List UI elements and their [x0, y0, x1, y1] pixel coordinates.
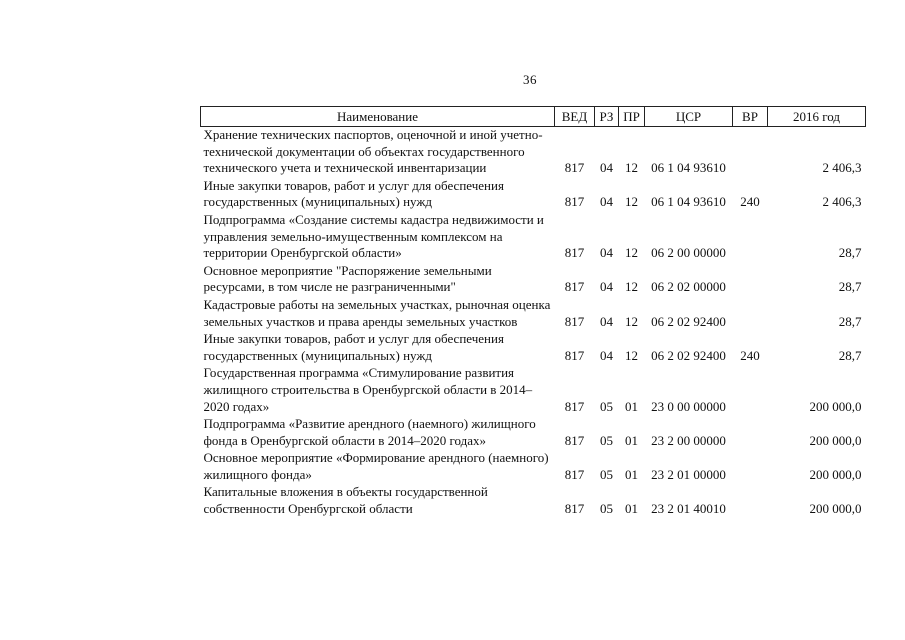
cell-rz: 04 — [600, 245, 613, 261]
row-name — [201, 212, 555, 263]
row-name-line: фонда в Оренбургской области в 2014–2020 годах» — [203, 432, 486, 448]
row-name-line: технического учета и технической инвентаризации — [203, 160, 487, 176]
row-name — [201, 263, 555, 297]
row-name-line: Основное мероприятие «Формирование арендного (наемного) — [203, 450, 549, 466]
cell-pr: 01 — [625, 466, 638, 482]
cell-rz: 05 — [600, 466, 613, 482]
cell-ved: 817 — [564, 501, 585, 517]
cell-rz: 04 — [600, 313, 613, 329]
cell-ved: 817 — [564, 398, 585, 414]
row-name-line: Государственная программа «Стимулирование развития — [203, 365, 515, 381]
cell-amount: 28,7 — [838, 279, 862, 295]
row-name — [201, 450, 555, 484]
row-name-line: ресурсами, в том числе не разграниченными" — [203, 279, 456, 295]
row-name-line: жилищного фонда» — [203, 466, 312, 482]
cell-vr — [733, 484, 768, 518]
cell-pr: 12 — [625, 279, 638, 295]
cell-rz: 04 — [600, 194, 613, 210]
cell-ved: 817 — [564, 313, 585, 329]
cell-rz: 04 — [600, 160, 613, 176]
cell-csr: 06 2 02 00000 — [651, 279, 726, 295]
row-name-line: Хранение технических паспортов, оценочной и иной учетно- — [203, 127, 543, 142]
cell-vr: 240 — [740, 347, 760, 363]
cell-vr — [733, 212, 768, 263]
row-name — [201, 331, 555, 365]
cell-pr: 01 — [625, 398, 638, 414]
budget-table — [200, 106, 866, 519]
row-name — [201, 297, 555, 331]
cell-csr: 06 2 00 00000 — [651, 245, 726, 261]
table-row — [201, 365, 866, 416]
cell-csr: 23 2 01 00000 — [651, 466, 726, 482]
cell-csr: 23 2 01 40010 — [651, 501, 726, 517]
table-row — [201, 127, 866, 178]
table-row — [201, 416, 866, 450]
header-name: Наименование — [201, 107, 555, 127]
row-name — [201, 365, 555, 416]
row-name-line: территории Оренбургской области» — [203, 245, 402, 261]
table-row — [201, 212, 866, 263]
cell-ved: 817 — [564, 279, 585, 295]
row-name-line: Основное мероприятие "Распоряжение земельными — [203, 262, 492, 278]
cell-pr: 12 — [625, 194, 638, 210]
row-name-line: Капитальные вложения в объекты государственной — [203, 484, 488, 500]
cell-amount: 200 000,0 — [809, 432, 862, 448]
row-name-line: жилищного строительства в Оренбургской области в 2014– — [203, 381, 533, 397]
header-vr: ВР — [733, 107, 768, 127]
cell-vr — [733, 297, 768, 331]
row-name-line: Подпрограмма «Создание системы кадастра недвижимости и — [203, 211, 544, 227]
cell-amount: 28,7 — [838, 347, 862, 363]
cell-pr: 12 — [625, 313, 638, 329]
table-row — [201, 297, 866, 331]
cell-vr — [733, 127, 768, 178]
header-pr: ПР — [619, 107, 645, 127]
cell-ved: 817 — [564, 160, 585, 176]
cell-csr: 23 2 00 00000 — [651, 432, 726, 448]
cell-pr: 01 — [625, 501, 638, 517]
table-row — [201, 484, 866, 518]
row-name-line: управления земельно-имущественным комплексом на — [203, 228, 503, 244]
table-row — [201, 331, 866, 365]
row-name-line: 2020 годах» — [203, 398, 270, 414]
cell-pr: 01 — [625, 432, 638, 448]
cell-amount: 200 000,0 — [809, 466, 862, 482]
cell-rz: 05 — [600, 501, 613, 517]
cell-pr: 12 — [625, 347, 638, 363]
cell-csr: 06 1 04 93610 — [651, 160, 726, 176]
cell-vr — [733, 263, 768, 297]
table-body — [201, 127, 866, 519]
row-name-line: Иные закупки товаров, работ и услуг для обеспечения — [203, 177, 504, 193]
row-name-line: Кадастровые работы на земельных участках, рыночная оценка — [203, 296, 551, 312]
cell-amount: 28,7 — [838, 313, 862, 329]
table-row — [201, 450, 866, 484]
row-name-line: Иные закупки товаров, работ и услуг для обеспечения — [203, 331, 504, 347]
cell-amount: 200 000,0 — [809, 501, 862, 517]
cell-pr: 12 — [625, 245, 638, 261]
cell-amount: 28,7 — [838, 245, 862, 261]
cell-csr: 06 1 04 93610 — [651, 194, 726, 210]
row-name-line: технической документации об объектах государственного — [203, 143, 525, 159]
cell-vr — [733, 416, 768, 450]
cell-ved: 817 — [564, 245, 585, 261]
row-name-line: Подпрограмма «Развитие арендного (наемного) жилищного — [203, 416, 536, 432]
table-row — [201, 178, 866, 212]
header-ved: ВЕД — [555, 107, 595, 127]
row-name — [201, 127, 555, 178]
row-name — [201, 484, 555, 518]
cell-ved: 817 — [564, 194, 585, 210]
cell-csr: 06 2 02 92400 — [651, 347, 726, 363]
header-amount: 2016 год — [768, 107, 866, 127]
row-name — [201, 178, 555, 212]
cell-vr — [733, 365, 768, 416]
row-name-line: государственных (муниципальных) нужд — [203, 347, 432, 363]
row-name-line: собственности Оренбургской области — [203, 501, 413, 517]
cell-csr: 06 2 02 92400 — [651, 313, 726, 329]
cell-pr: 12 — [625, 160, 638, 176]
cell-ved: 817 — [564, 347, 585, 363]
cell-ved: 817 — [564, 432, 585, 448]
row-name — [201, 416, 555, 450]
cell-amount: 2 406,3 — [822, 194, 862, 210]
cell-rz: 05 — [600, 398, 613, 414]
table-row — [201, 263, 866, 297]
cell-vr — [733, 450, 768, 484]
header-csr: ЦСР — [645, 107, 733, 127]
cell-amount: 2 406,3 — [822, 160, 862, 176]
row-name-line: государственных (муниципальных) нужд — [203, 194, 432, 210]
page-number: 36 — [523, 72, 537, 87]
table-header — [201, 107, 866, 127]
cell-vr: 240 — [740, 194, 760, 210]
cell-csr: 23 0 00 00000 — [651, 398, 726, 414]
row-name-line: земельных участков и права аренды земельных участков — [203, 313, 518, 329]
cell-amount: 200 000,0 — [809, 398, 862, 414]
header-rz: РЗ — [595, 107, 619, 127]
cell-ved: 817 — [564, 466, 585, 482]
cell-rz: 04 — [600, 279, 613, 295]
cell-rz: 04 — [600, 347, 613, 363]
cell-rz: 05 — [600, 432, 613, 448]
